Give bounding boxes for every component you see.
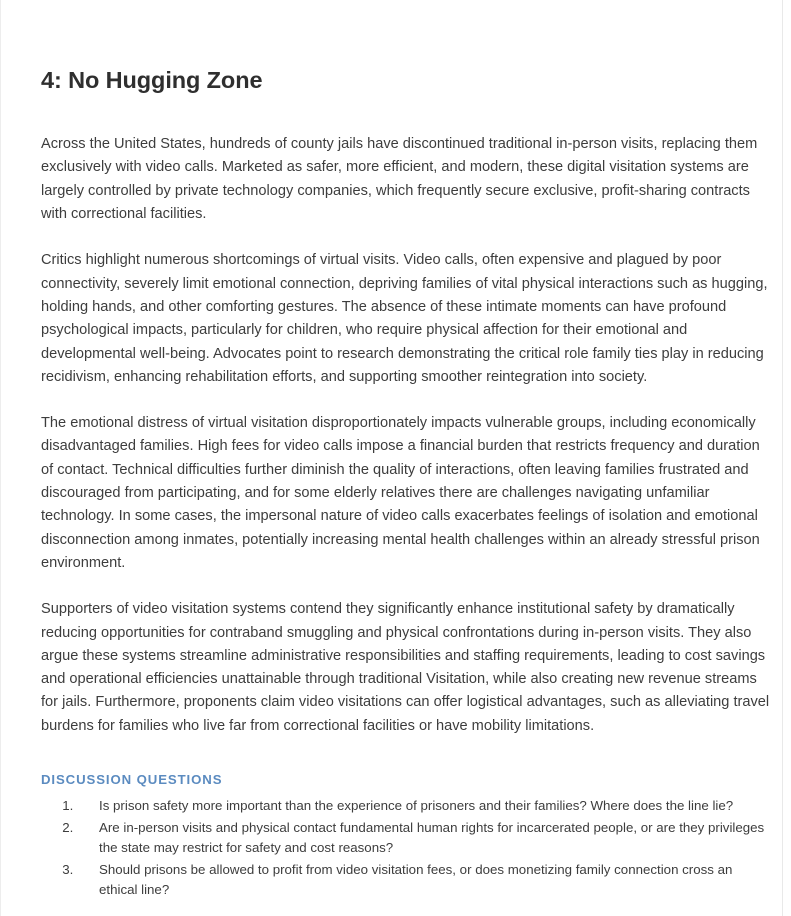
- page-left-edge-rule: [0, 0, 1, 916]
- list-item: 1. Is prison safety more important than the experience of prisoners and their families? Where does the line lie?: [77, 796, 771, 817]
- article-paragraph: The emotional distress of virtual visitation disproportionately impacts vulnerable groups, including economically disadvantaged families. High fees for video calls impose a financial burden that restricts frequency and duration of contact. Technical difficulties further diminish the quality of interactions, often leaving families frustrated and discouraged from participating, and for some elderly relatives there are challenges navigating unfamiliar technology. In some cases, the impersonal nature of video calls exacerbates feelings of isolation and emotional disconnection among inmates, potentially increasing mental health challenges within an already stressful prison environment.: [41, 415, 760, 571]
- document-content: [41, 0, 771, 902]
- article-paragraph: Supporters of video visitation systems contend they significantly enhance institutional safety by dramatically reducing opportunities for contraband smuggling and physical confrontations during in-person visits. They also argue these systems streamline administrative responsibilities and staffing requirements, leading to cost savings and operational efficiencies unattainable through traditional Visitation, while also creating new revenue streams for jails. Furthermore, proponents claim video visitations can offer logistical advantages, such as alleviating travel burdens for families who live far from correctional facilities or have mobility limitations.: [41, 601, 770, 734]
- discussion-questions-heading: DISCUSSION QUESTIONS: [41, 772, 223, 788]
- list-item: 2. Are in-person visits and physical contact fundamental human rights for incarcerated people, or are they privileges the state may restrict for safety and cost reasons?: [77, 818, 771, 859]
- article-paragraph: Critics highlight numerous shortcomings of virtual visits. Video calls, often expensive and plagued by poor connectivity, severely limit emotional connection, depriving families of vital physical interactions such as hugging, holding hands, and other comforting gestures. The absence of these intimate moments can have profound psychological impacts, particularly for children, who require physical affection for their emotional and developmental well-being. Advocates point to research demonstrating the critical role family ties play in reducing recidivism, enhancing rehabilitation efforts, and supporting smoother reintegration into society.: [41, 252, 768, 385]
- page-title: 4: No Hugging Zone: [41, 67, 263, 93]
- discussion-questions-list: [41, 796, 771, 901]
- list-item: 3. Should prisons be allowed to profit from video visitation fees, or does monetizing family connection cross an ethical line?: [77, 860, 771, 901]
- page-right-edge-rule: [782, 0, 783, 916]
- article-paragraph: Across the United States, hundreds of county jails have discontinued traditional in-person visits, replacing them exclusively with video calls. Marketed as safer, more efficient, and modern, these digital visitation systems are largely controlled by private technology companies, which frequently secure exclusive, profit-sharing contracts with correctional facilities.: [41, 136, 758, 223]
